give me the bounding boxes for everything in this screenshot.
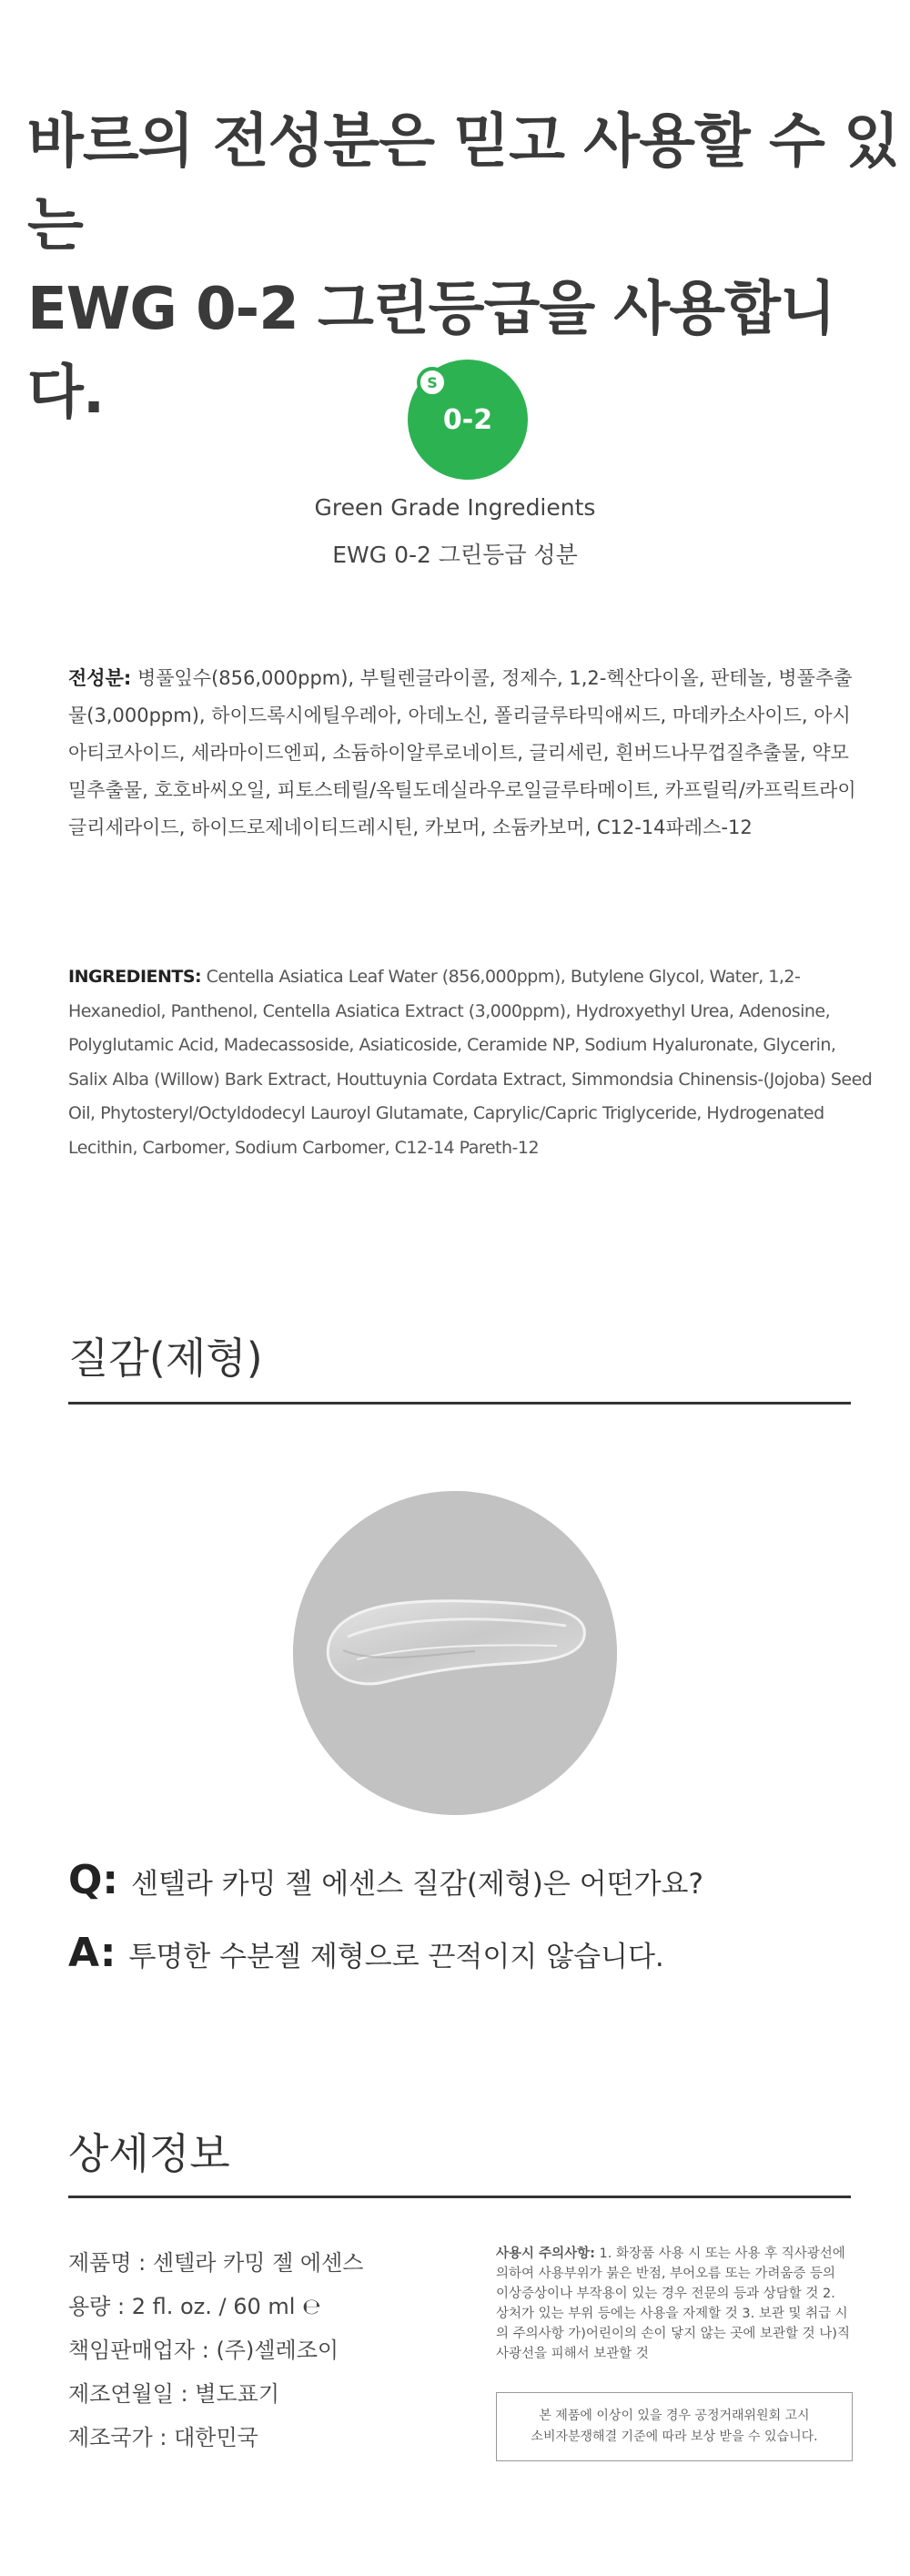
notice-line2: 소비자분쟁해결 기준에 따라 보상 받을 수 있습니다. <box>531 2429 818 2444</box>
spec-volume: 용량 : 2 fl. oz. / 60 ml ℮ <box>68 2294 321 2319</box>
ingredients-english-text: Centella Asiatica Leaf Water (856,000ppm), Butylene Glycol, Water, 1,2-Hexanediol, Panthenol, Centella Asiatica Extract (3,000ppm), Hydroxyethyl Urea, Adenosine, Polyglutamic Acid, Madecassoside, Asiaticoside, Ceramide NP, Sodium Hyaluronate, Glycerin, Salix Alba (Willow) Bark Extract, Houttuynia Cordata Extract, Simmondsia Chinensis-(Jojoba) Seed Oil, Phytosteryl/Octyldodecyl Lauroyl Glutamate, Caprylic/Capric Triglyceride, Hydrogenated Lecithin, Carbomer, Sodium Carbomer, C12-14 Pareth-12 <box>68 967 873 1158</box>
spec-seller: 책임판매업자 : (주)셀레조이 <box>68 2338 339 2363</box>
ewg-grade-badge <box>408 360 528 480</box>
spec-manufacture-date: 제조연월일 : 별도표기 <box>68 2381 279 2407</box>
ingredients-korean-label: 전성분: <box>68 667 132 689</box>
details-title: 상세정보 <box>68 2129 230 2178</box>
details-divider <box>68 2196 851 2198</box>
grade-korean: EWG 0-2 그린등급 성분 <box>332 542 578 568</box>
notice-line1: 본 제품에 이상이 있을 경우 공정거래위원회 고시 <box>539 2409 810 2423</box>
badge-value: 0-2 <box>442 403 493 436</box>
ingredients-korean-text: 병풀잎수(856,000ppm), 부틸렌글라이콜, 정제수, 1,2-헥산다이올, 판테놀, 병풀추출물(3,000ppm), 하이드록시에틸우레아, 아데노신, 폴리글루타믹애씨드, 마데카소사이드, 아시아티코사이드, 세라마이드엔피, 소듐하이알루로네이트, 글리세린, 흰버드나무껍질추출물, 약모밀추출물, 호호바씨오일, 피토스테릴/옥틸도데실라우로일글루타메이트, 카프릴릭/카프릭트라이글리세라이드, 하이드로제네이티드레시틴, 카보머, 소듐카보머, C12-14파레스-12 <box>68 667 856 838</box>
question-text: 센텔라 카밍 젤 에센스 질감(제형)은 어떤가요? <box>131 1868 703 1901</box>
ingredients-korean <box>68 660 860 847</box>
gel-smear-graphic <box>293 1491 617 1815</box>
grade-english: Green Grade Ingredients <box>314 494 596 521</box>
headline-line1: 바르의 전성분은 믿고 사용할 수 있는 <box>27 108 899 259</box>
answer-text: 투명한 수분젤 제형으로 끈적이지 않습니다. <box>128 1941 664 1973</box>
texture-swatch-image <box>293 1491 617 1815</box>
question-letter: Q: <box>68 1857 118 1903</box>
ingredients-english <box>68 960 878 1165</box>
headline-line2: EWG 0-2 그린등급을 사용합니다. <box>27 276 835 427</box>
texture-answer <box>68 1930 664 1976</box>
spec-product-name: 제품명 : 센텔라 카밍 젤 에센스 <box>68 2250 364 2276</box>
ingredients-english-label: INGREDIENTS: <box>68 967 202 987</box>
caution-text: 1. 화장품 사용 시 또는 사용 후 직사광선에 의하여 사용부위가 붉은 반점, 부어오름 또는 가려움증 등의 이상증상이나 부작용이 있는 경우 전문의 등과 상담할 것 2. 상처가 있는 부위 등에는 사용을 자제할 것 3. 보관 및 취급 시의 주의사항 가)어린이의 손이 닿지 않는 곳에 보관할 것 나)직사광선을 피해서 보관할 것 <box>496 2246 850 2361</box>
s-grade-icon: S <box>417 367 448 398</box>
consumer-notice-box <box>496 2392 853 2461</box>
estimated-sign-icon: ℮ <box>302 2294 321 2319</box>
texture-divider <box>68 1402 851 1405</box>
answer-letter: A: <box>68 1930 116 1976</box>
spec-country: 제조국가 : 대한민국 <box>68 2425 258 2450</box>
usage-caution <box>496 2244 851 2364</box>
caution-label: 사용시 주의사항: <box>496 2246 595 2261</box>
texture-title: 질감(제형) <box>68 1334 263 1383</box>
texture-question <box>68 1857 703 1903</box>
